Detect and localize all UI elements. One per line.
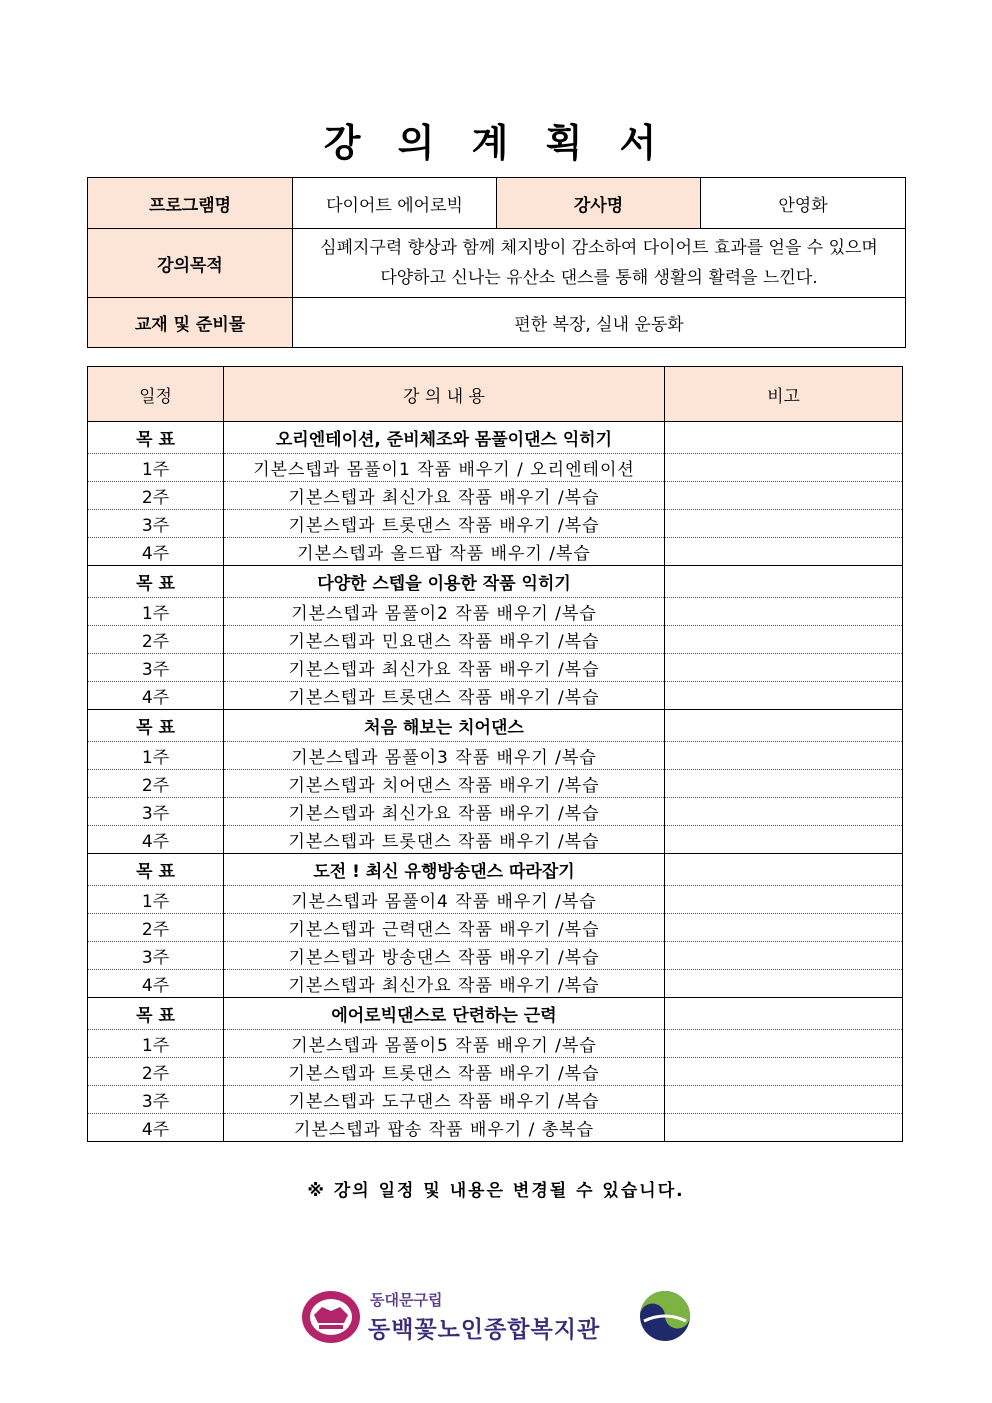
- goal-row: [88, 710, 903, 742]
- week-remarks-cell: [665, 914, 903, 942]
- week-content: 기본스텝과 최신가요 작품 배우기 /복습: [224, 970, 665, 998]
- goal-remarks-cell: [665, 710, 903, 742]
- week-remarks-cell: [665, 1114, 903, 1142]
- week-label: 3주: [88, 510, 224, 538]
- week-label: 3주: [88, 1086, 224, 1114]
- program-name-value: 다이어트 에어로빅: [293, 178, 497, 229]
- week-content: 기본스텝과 트롯댄스 작품 배우기 /복습: [224, 826, 665, 854]
- goal-row: [88, 566, 903, 598]
- goal-remarks-cell: [665, 854, 903, 886]
- week-content: 기본스텝과 몸풀이4 작품 배우기 /복습: [224, 886, 665, 914]
- footer-logo: [300, 1287, 700, 1347]
- week-row: [88, 682, 903, 710]
- week-row: [88, 742, 903, 770]
- goal-label: 목 표: [88, 710, 224, 742]
- week-remarks-cell: [665, 510, 903, 538]
- course-goal-label: 강의목적: [88, 229, 293, 298]
- week-row: [88, 654, 903, 682]
- goal-label: 목 표: [88, 422, 224, 454]
- week-remarks-cell: [665, 798, 903, 826]
- week-label: 3주: [88, 942, 224, 970]
- week-row: [88, 1058, 903, 1086]
- week-label: 3주: [88, 798, 224, 826]
- week-content: 기본스텝과 민요댄스 작품 배우기 /복습: [224, 626, 665, 654]
- week-label: 2주: [88, 770, 224, 798]
- page-title: 강 의 계 획 서: [323, 121, 669, 165]
- week-content: 기본스텝과 방송댄스 작품 배우기 /복습: [224, 942, 665, 970]
- week-label: 2주: [88, 914, 224, 942]
- week-row: [88, 1086, 903, 1114]
- instructor-value: 안영화: [701, 178, 906, 229]
- goal-text: 도전 ! 최신 유행방송댄스 따라잡기: [224, 854, 665, 886]
- week-label: 2주: [88, 1058, 224, 1086]
- week-row: [88, 942, 903, 970]
- week-remarks-cell: [665, 1086, 903, 1114]
- week-label: 4주: [88, 826, 224, 854]
- goal-text: 다양한 스텝을 이용한 작품 익히기: [224, 566, 665, 598]
- week-content: 기본스텝과 몸풀이5 작품 배우기 /복습: [224, 1030, 665, 1058]
- week-label: 4주: [88, 1114, 224, 1142]
- week-remarks-cell: [665, 454, 903, 482]
- week-row: [88, 914, 903, 942]
- week-content: 기본스텝과 몸풀이2 작품 배우기 /복습: [224, 598, 665, 626]
- week-content: 기본스텝과 도구댄스 작품 배우기 /복습: [224, 1086, 665, 1114]
- header-content: 강 의 내 용: [224, 367, 665, 422]
- schedule-table: [87, 366, 903, 1142]
- goal-text: 에어로빅댄스로 단련하는 근력: [224, 998, 665, 1030]
- week-label: 4주: [88, 970, 224, 998]
- goal-row: [88, 854, 903, 886]
- week-label: 1주: [88, 886, 224, 914]
- instructor-label: 강사명: [497, 178, 701, 229]
- goal-label: 목 표: [88, 854, 224, 886]
- week-remarks-cell: [665, 970, 903, 998]
- week-content: 기본스텝과 트롯댄스 작품 배우기 /복습: [224, 510, 665, 538]
- materials-label: 교재 및 준비물: [88, 298, 293, 348]
- week-remarks-cell: [665, 538, 903, 566]
- camellia-emblem-icon: [300, 1287, 362, 1347]
- week-remarks-cell: [665, 942, 903, 970]
- week-row: [88, 826, 903, 854]
- week-content: 기본스텝과 최신가요 작품 배우기 /복습: [224, 654, 665, 682]
- week-row: [88, 510, 903, 538]
- course-goal-value: [293, 229, 906, 298]
- goal-label: 목 표: [88, 566, 224, 598]
- goal-text: 오리엔테이션, 준비체조와 몸풀이댄스 익히기: [224, 422, 665, 454]
- week-row: [88, 798, 903, 826]
- week-content: 기본스텝과 최신가요 작품 배우기 /복습: [224, 798, 665, 826]
- week-row: [88, 1030, 903, 1058]
- week-content: 기본스텝과 트롯댄스 작품 배우기 /복습: [224, 682, 665, 710]
- program-info-table: [87, 177, 906, 348]
- week-remarks-cell: [665, 742, 903, 770]
- week-content: 기본스텝과 트롯댄스 작품 배우기 /복습: [224, 1058, 665, 1086]
- week-remarks-cell: [665, 654, 903, 682]
- week-row: [88, 970, 903, 998]
- week-label: 3주: [88, 654, 224, 682]
- header-remarks: 비고: [665, 367, 903, 422]
- week-row: [88, 1114, 903, 1142]
- week-remarks-cell: [665, 826, 903, 854]
- goal-remarks-cell: [665, 422, 903, 454]
- schedule-header-row: [88, 367, 903, 422]
- week-label: 4주: [88, 538, 224, 566]
- week-content: 기본스텝과 근력댄스 작품 배우기 /복습: [224, 914, 665, 942]
- change-notice: ※ 강의 일정 및 내용은 변경될 수 있습니다.: [307, 1181, 685, 1201]
- org-district-label: 동대문구립: [370, 1291, 443, 1309]
- week-label: 2주: [88, 482, 224, 510]
- course-goal-line-1: 심폐지구력 향상과 함께 체지방이 감소하여 다이어트 효과를 얻을 수 있으며: [320, 238, 878, 258]
- goal-remarks-cell: [665, 998, 903, 1030]
- week-content: 기본스텝과 팝송 작품 배우기 / 총복습: [224, 1114, 665, 1142]
- week-row: [88, 538, 903, 566]
- goal-label: 목 표: [88, 998, 224, 1030]
- goal-text: 처음 해보는 치어댄스: [224, 710, 665, 742]
- yin-yang-emblem-icon: [638, 1289, 692, 1343]
- org-name-label: 동백꽃노인종합복지관: [368, 1317, 601, 1343]
- week-remarks-cell: [665, 598, 903, 626]
- week-label: 2주: [88, 626, 224, 654]
- week-remarks-cell: [665, 1058, 903, 1086]
- course-goal-line-2: 다양하고 신나는 유산소 댄스를 통해 생활의 활력을 느낀다.: [380, 268, 818, 288]
- week-row: [88, 598, 903, 626]
- week-content: 기본스텝과 올드팝 작품 배우기 /복습: [224, 538, 665, 566]
- goal-row: [88, 422, 903, 454]
- week-content: 기본스텝과 몸풀이3 작품 배우기 /복습: [224, 742, 665, 770]
- week-label: 1주: [88, 454, 224, 482]
- header-schedule: 일정: [88, 367, 224, 422]
- week-label: 1주: [88, 1030, 224, 1058]
- week-content: 기본스텝과 치어댄스 작품 배우기 /복습: [224, 770, 665, 798]
- week-remarks-cell: [665, 682, 903, 710]
- week-label: 1주: [88, 742, 224, 770]
- week-content: 기본스텝과 최신가요 작품 배우기 /복습: [224, 482, 665, 510]
- week-remarks-cell: [665, 482, 903, 510]
- week-row: [88, 454, 903, 482]
- week-row: [88, 482, 903, 510]
- week-row: [88, 770, 903, 798]
- week-label: 4주: [88, 682, 224, 710]
- goal-remarks-cell: [665, 566, 903, 598]
- week-row: [88, 886, 903, 914]
- week-remarks-cell: [665, 626, 903, 654]
- goal-row: [88, 998, 903, 1030]
- program-name-label: 프로그램명: [88, 178, 293, 229]
- week-content: 기본스텝과 몸풀이1 작품 배우기 / 오리엔테이션: [224, 454, 665, 482]
- week-remarks-cell: [665, 770, 903, 798]
- materials-value: 편한 복장, 실내 운동화: [293, 298, 906, 348]
- week-row: [88, 626, 903, 654]
- week-remarks-cell: [665, 886, 903, 914]
- week-remarks-cell: [665, 1030, 903, 1058]
- week-label: 1주: [88, 598, 224, 626]
